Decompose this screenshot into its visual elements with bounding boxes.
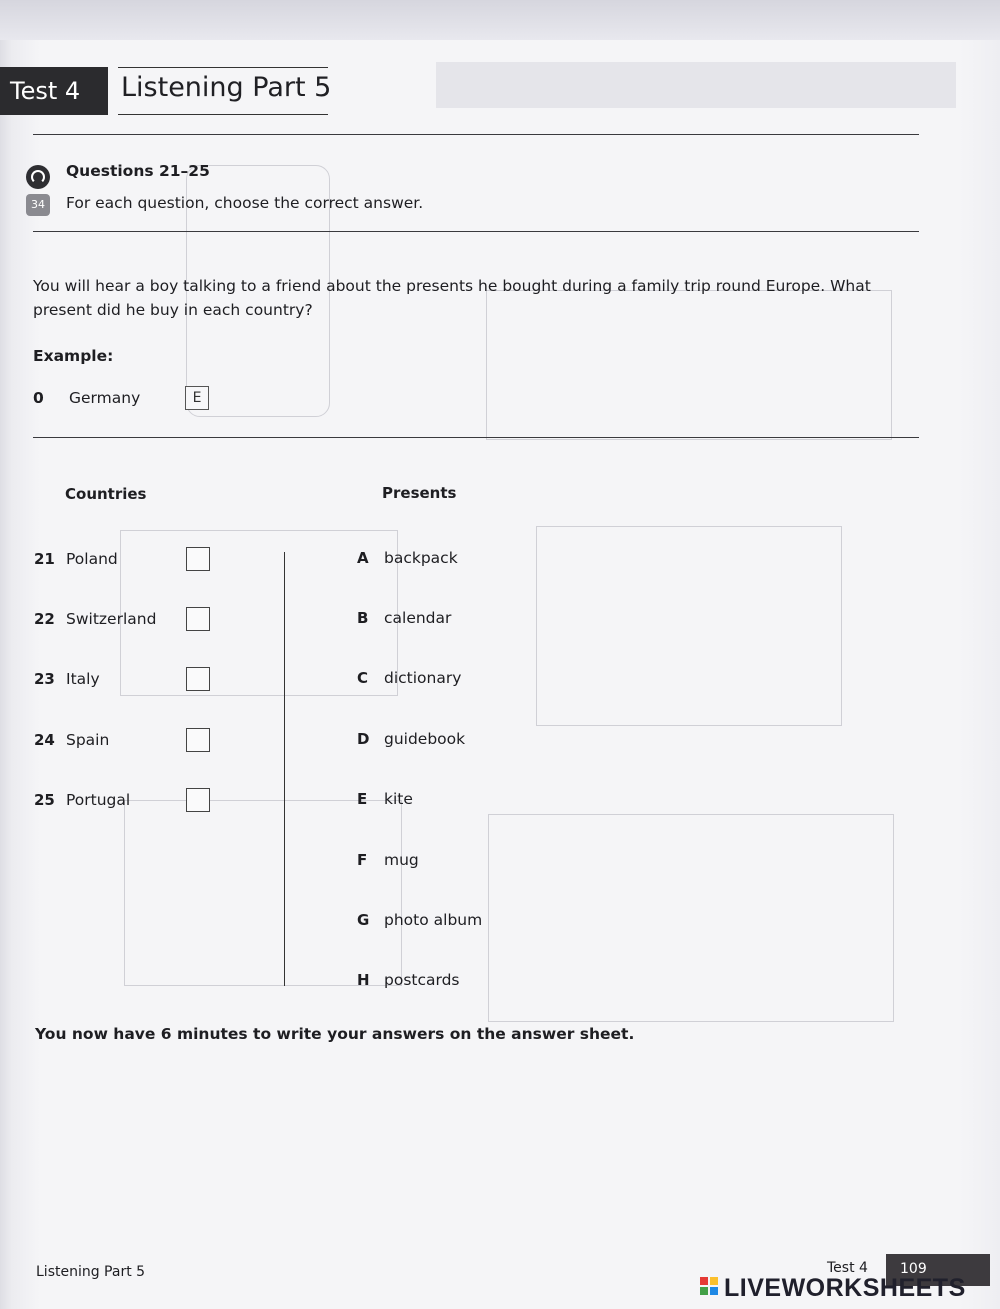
option-present: postcards bbox=[384, 971, 460, 989]
divider-example bbox=[33, 437, 919, 438]
question-number: 21 bbox=[34, 550, 55, 568]
option-present: guidebook bbox=[384, 730, 466, 748]
question-country: Poland bbox=[66, 550, 118, 568]
question-number: 25 bbox=[34, 791, 55, 809]
option-letter: C bbox=[357, 669, 369, 687]
question-number: 24 bbox=[34, 731, 55, 749]
closing-instruction: You now have 6 minutes to write your answers on the answer sheet. bbox=[35, 1025, 635, 1043]
question-country: Portugal bbox=[66, 791, 131, 809]
present-option bbox=[0, 663, 1000, 693]
question-number: 22 bbox=[34, 610, 55, 628]
divider-top bbox=[33, 134, 919, 135]
presents-heading: Presents bbox=[382, 484, 457, 502]
option-letter: G bbox=[357, 911, 370, 929]
logo-cubes-icon bbox=[700, 1277, 720, 1299]
option-present: backpack bbox=[384, 549, 458, 567]
test-number-tab: Test 4 bbox=[0, 67, 108, 115]
questions-heading: Questions 21–25 bbox=[66, 162, 210, 180]
audio-track-badge: 34 bbox=[26, 194, 50, 216]
present-option bbox=[0, 784, 1000, 814]
option-present: photo album bbox=[384, 911, 483, 929]
question-country: Switzerland bbox=[66, 610, 157, 628]
task-intro: You will hear a boy talking to a friend about the presents he bought during a family trip round Europe. What present did he buy in each country? bbox=[33, 277, 871, 319]
question-number: 23 bbox=[34, 670, 55, 688]
headphones-icon bbox=[26, 165, 50, 189]
questions-instruction: For each question, choose the correct answer. bbox=[66, 194, 424, 212]
show-through-card-shape bbox=[124, 800, 402, 986]
present-option bbox=[0, 603, 1000, 633]
option-letter: D bbox=[357, 730, 370, 748]
logo-wordmark: LIVEWORKSHEETS bbox=[724, 1274, 966, 1302]
page-top-edge bbox=[0, 0, 1000, 40]
divider-instructions bbox=[33, 231, 919, 232]
option-present: calendar bbox=[384, 609, 452, 627]
show-through-header-band bbox=[436, 62, 956, 108]
footer-test-label: Test 4 bbox=[827, 1260, 868, 1276]
page-number: 109 bbox=[886, 1254, 990, 1286]
example-country: Germany bbox=[69, 389, 141, 407]
example-label: Example: bbox=[33, 347, 114, 365]
option-letter: E bbox=[357, 790, 368, 808]
present-option bbox=[0, 845, 1000, 875]
question-country: Spain bbox=[66, 731, 110, 749]
countries-heading: Countries bbox=[65, 485, 147, 503]
example-number: 0 bbox=[33, 389, 44, 407]
option-letter: B bbox=[357, 609, 369, 627]
present-option bbox=[0, 905, 1000, 935]
option-letter: A bbox=[357, 549, 369, 567]
present-option bbox=[0, 543, 1000, 573]
option-present: dictionary bbox=[384, 669, 462, 687]
page-title: Listening Part 5 bbox=[121, 72, 332, 103]
question-country: Italy bbox=[66, 670, 100, 688]
footer-section-label: Listening Part 5 bbox=[36, 1264, 146, 1280]
present-option bbox=[0, 724, 1000, 754]
present-option bbox=[0, 965, 1000, 995]
option-present: kite bbox=[384, 790, 413, 808]
option-letter: H bbox=[357, 971, 370, 989]
option-present: mug bbox=[384, 851, 419, 869]
option-letter: F bbox=[357, 851, 368, 869]
example-answer-box: E bbox=[185, 386, 209, 410]
